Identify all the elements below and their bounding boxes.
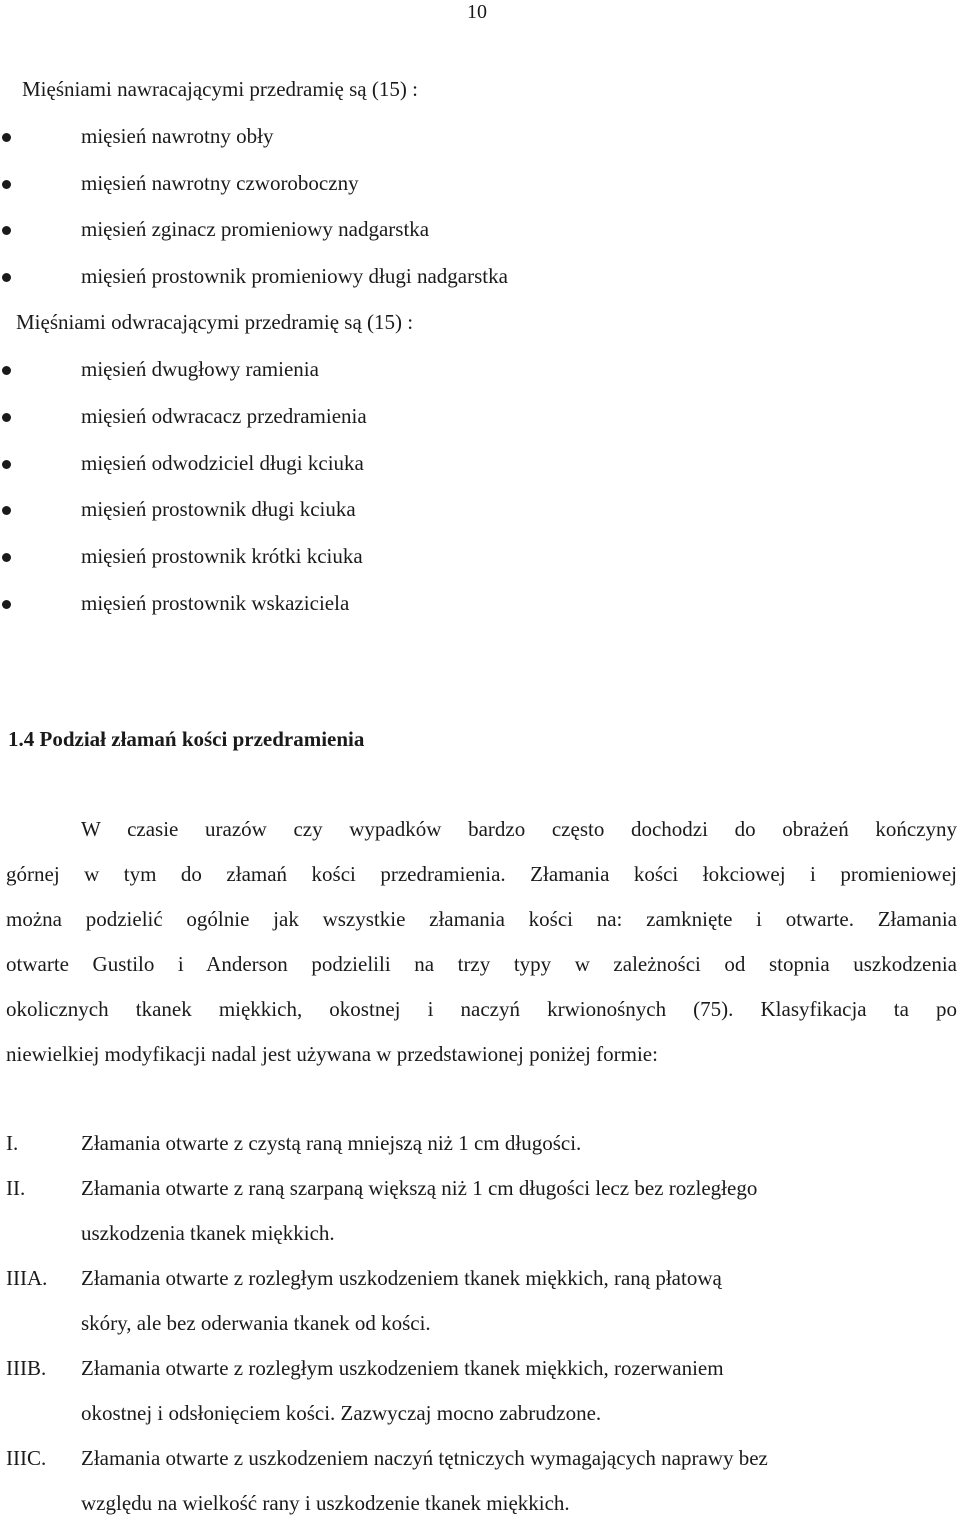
classification-text: Złamania otwarte z uszkodzeniem naczyń tętniczych wymagających naprawy bez	[81, 1446, 768, 1470]
paragraph-line: okolicznych tkanek miękkich, okostnej i naczyń krwionośnych (75). Klasyfikacja ta po	[6, 997, 957, 1021]
list-item: mięsień nawrotny obły	[81, 124, 274, 148]
classification-number: II.	[6, 1176, 26, 1200]
paragraph-line: niewielkiej modyfikacji nadal jest używana w przedstawionej poniżej formie:	[6, 1042, 658, 1066]
list-item: mięsień odwracacz przedramienia	[81, 404, 367, 428]
bullet-icon	[0, 553, 12, 565]
bullet-icon	[0, 413, 12, 425]
bullet-icon	[0, 133, 12, 145]
list-item: mięsień odwodziciel długi kciuka	[81, 451, 364, 475]
bullet-icon	[0, 226, 12, 238]
list1-intro: Mięśniami nawracającymi przedramię są (15) :	[22, 77, 418, 101]
classification-text: względu na wielkość rany i uszkodzenie tkanek miękkich.	[81, 1491, 570, 1515]
paragraph-line: otwarte Gustilo i Anderson podzielili na trzy typy w zależności od stopnia uszkodzenia	[6, 952, 957, 976]
section-heading: 1.4 Podział złamań kości przedramienia	[8, 727, 365, 751]
classification-text: skóry, ale bez oderwania tkanek od kości.	[81, 1311, 431, 1335]
classification-text: Złamania otwarte z rozległym uszkodzeniem tkanek miękkich, raną płatową	[81, 1266, 722, 1290]
paragraph-line: można podzielić ogólnie jak wszystkie złamania kości na: zamknięte i otwarte. Złamania	[6, 907, 957, 931]
bullet-icon	[0, 600, 12, 612]
list-item: mięsień prostownik krótki kciuka	[81, 544, 363, 568]
classification-number: IIIB.	[6, 1356, 47, 1380]
list-item: mięsień nawrotny czworoboczny	[81, 171, 359, 195]
paragraph-line: górnej w tym do złamań kości przedramienia. Złamania kości łokciowej i promieniowej	[6, 862, 957, 886]
classification-number: IIIC.	[6, 1446, 47, 1470]
list-item: mięsień dwugłowy ramienia	[81, 357, 319, 381]
classification-text: Złamania otwarte z czystą raną mniejszą niż 1 cm długości.	[81, 1131, 582, 1155]
classification-number: IIIA.	[6, 1266, 48, 1290]
list-item: mięsień prostownik długi kciuka	[81, 497, 356, 521]
classification-text: Złamania otwarte z rozległym uszkodzeniem tkanek miękkich, rozerwaniem	[81, 1356, 724, 1380]
bullet-icon	[0, 180, 12, 192]
list2-intro: Mięśniami odwracającymi przedramię są (15) :	[16, 310, 414, 334]
classification-number: I.	[6, 1131, 19, 1155]
bullet-icon	[0, 506, 12, 518]
classification-text: Złamania otwarte z raną szarpaną większą niż 1 cm długości lecz bez rozległego	[81, 1176, 758, 1200]
list-item: mięsień prostownik promieniowy długi nadgarstka	[81, 264, 508, 288]
bullet-icon	[0, 366, 12, 378]
list-item: mięsień zginacz promieniowy nadgarstka	[81, 217, 430, 241]
bullet-icon	[0, 460, 12, 472]
list-item: mięsień prostownik wskaziciela	[81, 591, 350, 615]
page-number: 10	[467, 1, 487, 23]
classification-text: okostnej i odsłonięciem kości. Zazwyczaj mocno zabrudzone.	[81, 1401, 602, 1425]
paragraph-line: W czasie urazów czy wypadków bardzo często dochodzi do obrażeń kończyny	[81, 817, 957, 841]
classification-text: uszkodzenia tkanek miękkich.	[81, 1221, 335, 1245]
bullet-icon	[0, 273, 12, 285]
